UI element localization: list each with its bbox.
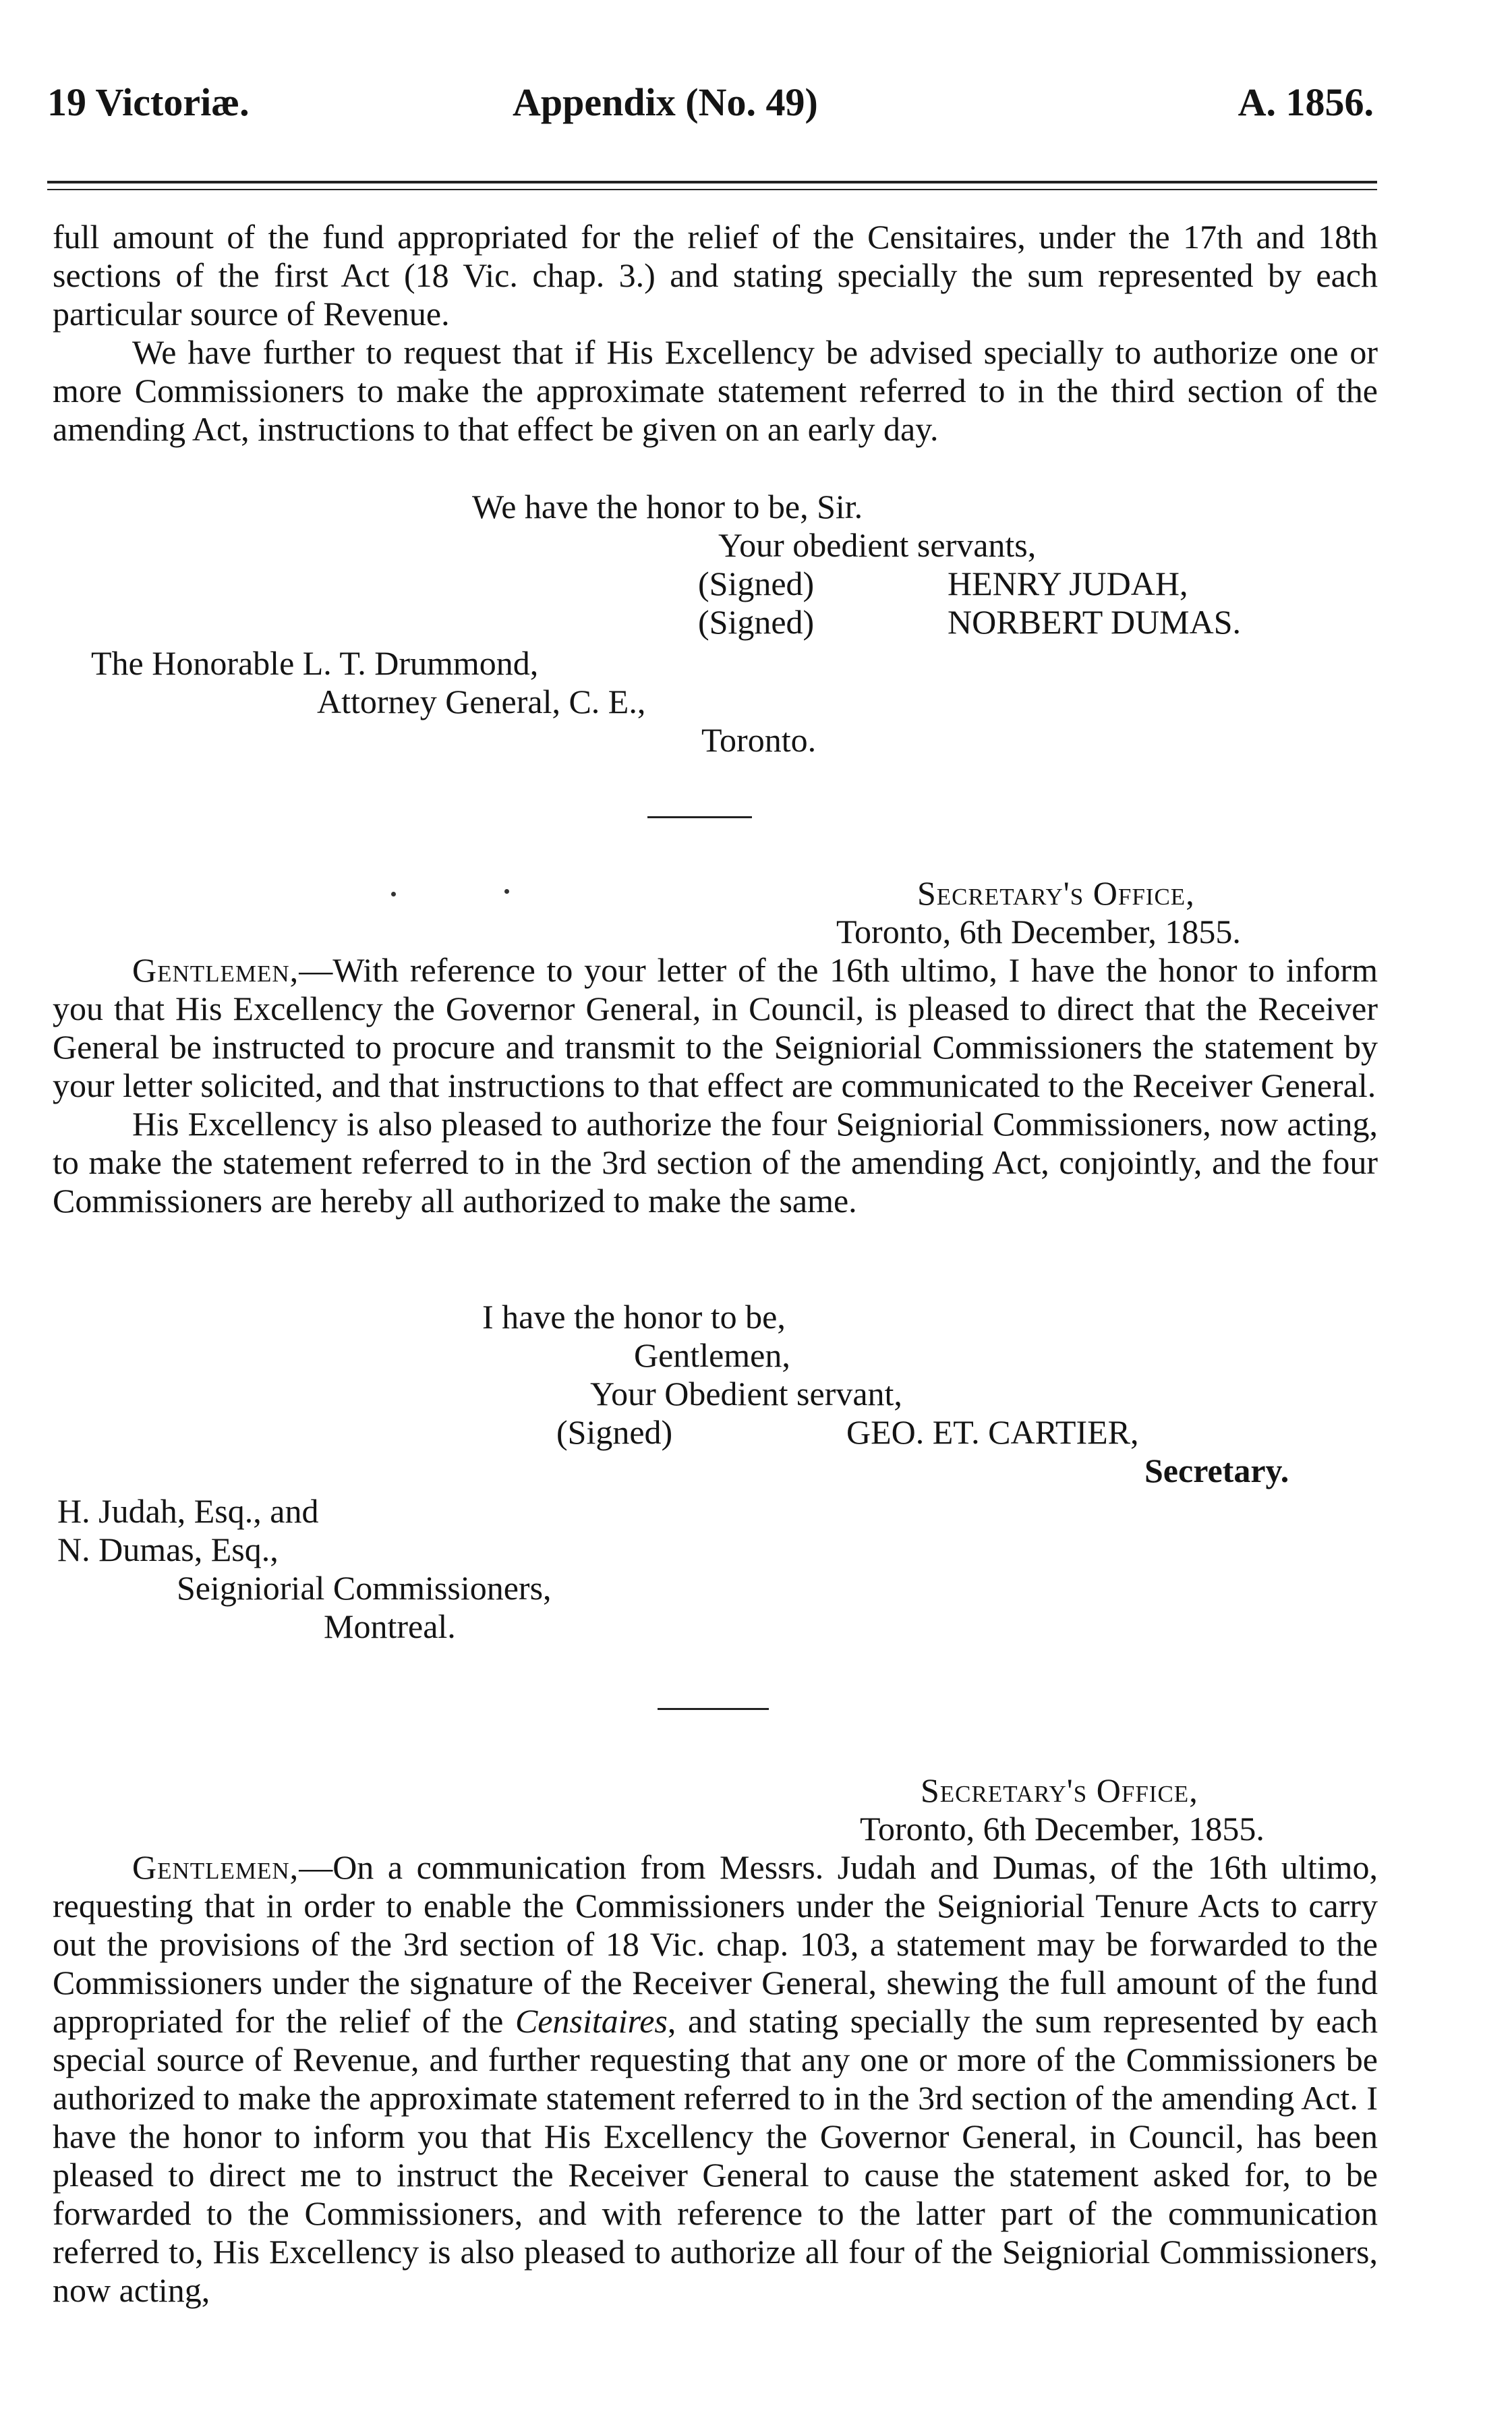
paragraph-text: —With reference to your letter of the 16th ultimo, I have the honor to inform you that His Excellency the Governor General, in Council, is pleased to direct that the Receiver General be instructed to procure and transmit to the Seigniorial Commissioners the statement by your letter solicited, and that instructions to that effect are communicated to the Receiver General. <box>53 951 1378 1104</box>
letter2-signer-title: Secretary. <box>1144 1452 1289 1489</box>
letter3-paragraph-1 <box>53 1848 1378 2310</box>
letter2-addressee-line-4: Montreal. <box>324 1607 456 1645</box>
letter2-signature <box>556 1413 1139 1452</box>
running-header <box>47 80 1374 134</box>
salutation: Gentlemen, <box>132 1848 299 1886</box>
signer-name: NORBERT DUMAS. <box>948 603 1242 641</box>
paragraph-text: , and stating specially the sum represented by each special source of Revenue, and further requesting that any one or more of the Commissioners be authorized to make the approximate statement referred to in the 3rd section of the amending Act. I have the honor to inform you that His Excellency the Governor General, in Council, has been pleased to direct me to instruct the Receiver General to cause the statement asked for, to be forwarded to the Commissioners, and with reference to the latter part of the communication referred to, His Excellency is also pleased to authorize all four of the Seigniorial Commissioners, now acting, <box>53 2002 1378 2309</box>
letter2-office: Secretary's Office, <box>917 874 1195 912</box>
letter2-place-date: Toronto, 6th December, 1855. <box>836 913 1241 950</box>
letter2-valediction: Your Obedient servant, <box>590 1375 902 1413</box>
letter2-addressee-line-1: H. Judah, Esq., and <box>57 1492 319 1530</box>
header-session: 19 Victoriæ. <box>47 80 250 124</box>
letter2-paragraph-2: His Excellency is also pleased to authorize the four Seigniorial Commissioners, now acting, to make the statement referred to in the 3rd section of the amending Act, conjointly, and the four Commissioners are hereby all authorized to make the same. <box>53 1105 1378 1220</box>
letter1-body <box>53 218 1378 449</box>
header-rule-secondary <box>47 189 1377 190</box>
letter1-paragraph-2: We have further to request that if His Excellency be advised specially to authorize one or more Commissioners to make the approximate statement referred to in the third section of the amending Act, instructions to that effect be given on an early day. <box>53 333 1378 448</box>
letter2-closing: I have the honor to be, <box>482 1298 786 1336</box>
letter1-signature-2 <box>698 603 1241 642</box>
letter3-body <box>53 1848 1378 2310</box>
letter1-valediction: Your obedient servants, <box>718 526 1037 564</box>
italic-term: Censitaires <box>515 2002 668 2040</box>
letter1-closing: We have the honor to be, Sir. <box>472 488 863 525</box>
section-divider <box>658 1708 769 1710</box>
letter1-paragraph-1: full amount of the fund appropriated for the relief of the Censitaires, under the 17th and 18th sections of the first Act (18 Vic. chap. 3.) and stating specially the sum represented by each particular source of Revenue. <box>53 218 1378 333</box>
print-speck <box>391 892 396 896</box>
letter1-signature-1 <box>698 565 1188 603</box>
letter1-addressee-line-2: Attorney General, C. E., <box>317 683 646 720</box>
signer-name: GEO. ET. CARTIER, <box>846 1413 1139 1451</box>
signed-label: (Signed) <box>698 565 815 602</box>
salutation: Gentlemen, <box>132 951 299 989</box>
letter2-paragraph-1 <box>53 951 1378 1105</box>
header-rule <box>47 181 1377 183</box>
letter2-addressee-line-2: N. Dumas, Esq., <box>57 1531 279 1568</box>
letter3-place-date: Toronto, 6th December, 1855. <box>860 1810 1264 1848</box>
section-divider <box>647 816 752 818</box>
header-year: A. 1856. <box>1238 80 1374 124</box>
signed-label: (Signed) <box>556 1413 673 1451</box>
letter2-closing-2: Gentlemen, <box>634 1336 790 1374</box>
letter2-addressee-line-3: Seigniorial Commissioners, <box>177 1569 552 1607</box>
letter1-addressee-line-1: The Honorable L. T. Drummond, <box>91 644 539 682</box>
paragraph-text: —On a communication from Messrs. Judah and Dumas, of the 16th ultimo, requesting that in order to enable the Commissioners under the Seigniorial Tenure Acts to carry out the provisions of the 3rd section of 18 Vic. chap. 103, a statement may be forwarded to the Commissioners under the signature of the Receiver General, shewing the full amount of the fund appropriated for the relief of the <box>53 1848 1378 2040</box>
signed-label: (Signed) <box>698 603 815 641</box>
letter1-addressee-line-3: Toronto. <box>701 721 817 759</box>
signer-name: HENRY JUDAH, <box>948 565 1188 602</box>
letter2-body <box>53 951 1378 1220</box>
header-appendix: Appendix (No. 49) <box>513 80 818 124</box>
letter3-office: Secretary's Office, <box>921 1771 1198 1809</box>
print-speck <box>504 889 509 894</box>
